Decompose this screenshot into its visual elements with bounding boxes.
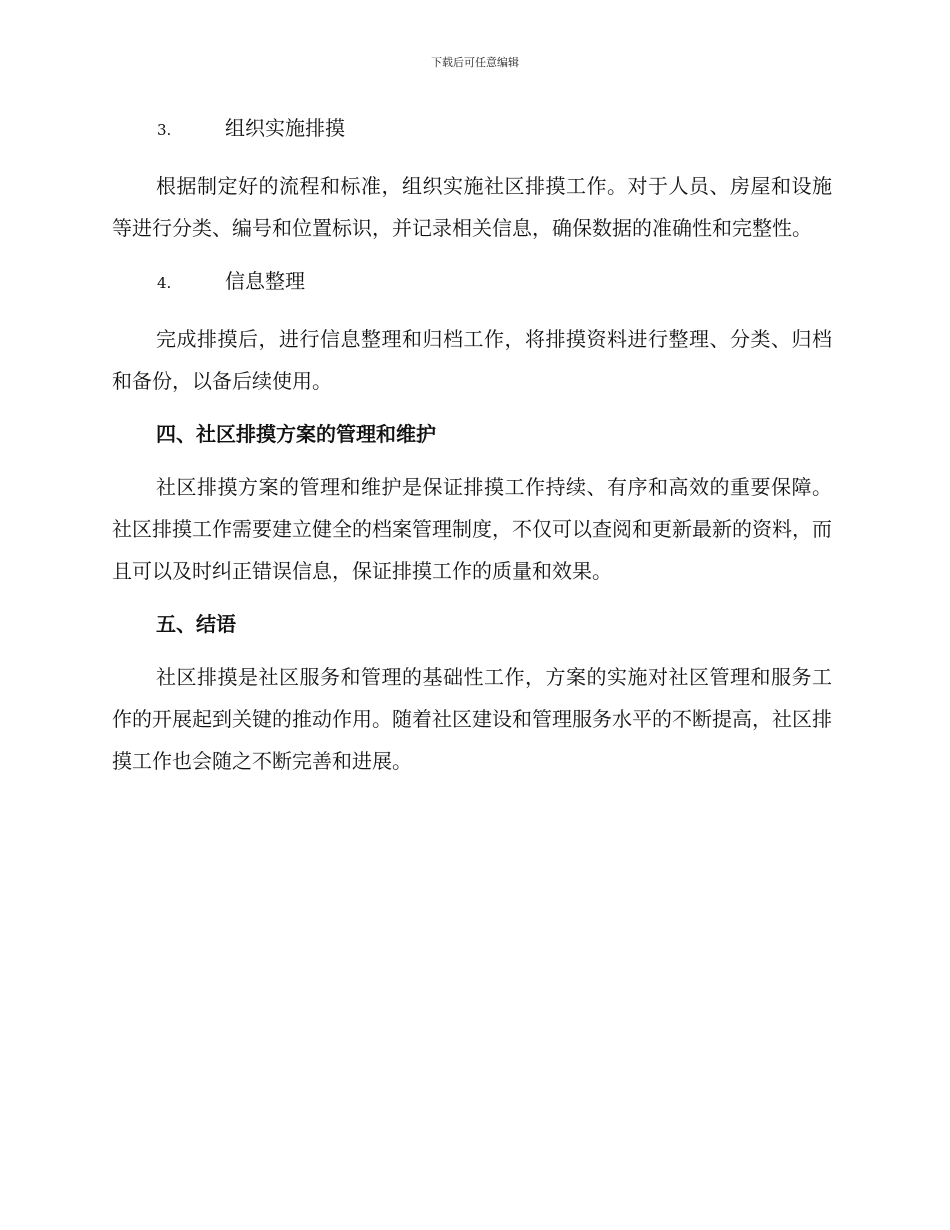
section-4-number: 4.	[157, 274, 172, 292]
section-4-heading	[112, 261, 832, 303]
section-4-paragraph: 完成排摸后，进行信息整理和归档工作，将排摸资料进行整理、分类、归档和备份，以备后续使用。	[112, 327, 832, 393]
chapter-4-heading: 四、社区排摸方案的管理和维护	[156, 422, 436, 446]
chapter-5-paragraph: 社区排摸是社区服务和管理的基础性工作，方案的实施对社区管理和服务工作的开展起到关键的推动作用。随着社区建设和管理服务水平的不断提高，社区排摸工作也会随之不断完善和进展。	[112, 665, 832, 773]
document-body	[112, 108, 832, 794]
page-header: 下载后可任意编辑	[431, 56, 519, 69]
section-3-heading	[112, 108, 832, 150]
section-3-paragraph: 根据制定好的流程和标准，组织实施社区排摸工作。对于人员、房屋和设施等进行分类、编号和位置标识，并记录相关信息，确保数据的准确性和完整性。	[112, 174, 832, 240]
section-3-number: 3.	[157, 121, 172, 139]
section-3-title: 组织实施排摸	[225, 116, 345, 140]
chapter-4-paragraph: 社区排摸方案的管理和维护是保证排摸工作持续、有序和高效的重要保障。社区排摸工作需要建立健全的档案管理制度，不仅可以查阅和更新最新的资料，而且可以及时纠正错误信息，保证排摸工作的质量和效果。	[112, 475, 832, 583]
section-4-title: 信息整理	[225, 269, 305, 293]
chapter-5-heading: 五、结语	[156, 612, 236, 636]
